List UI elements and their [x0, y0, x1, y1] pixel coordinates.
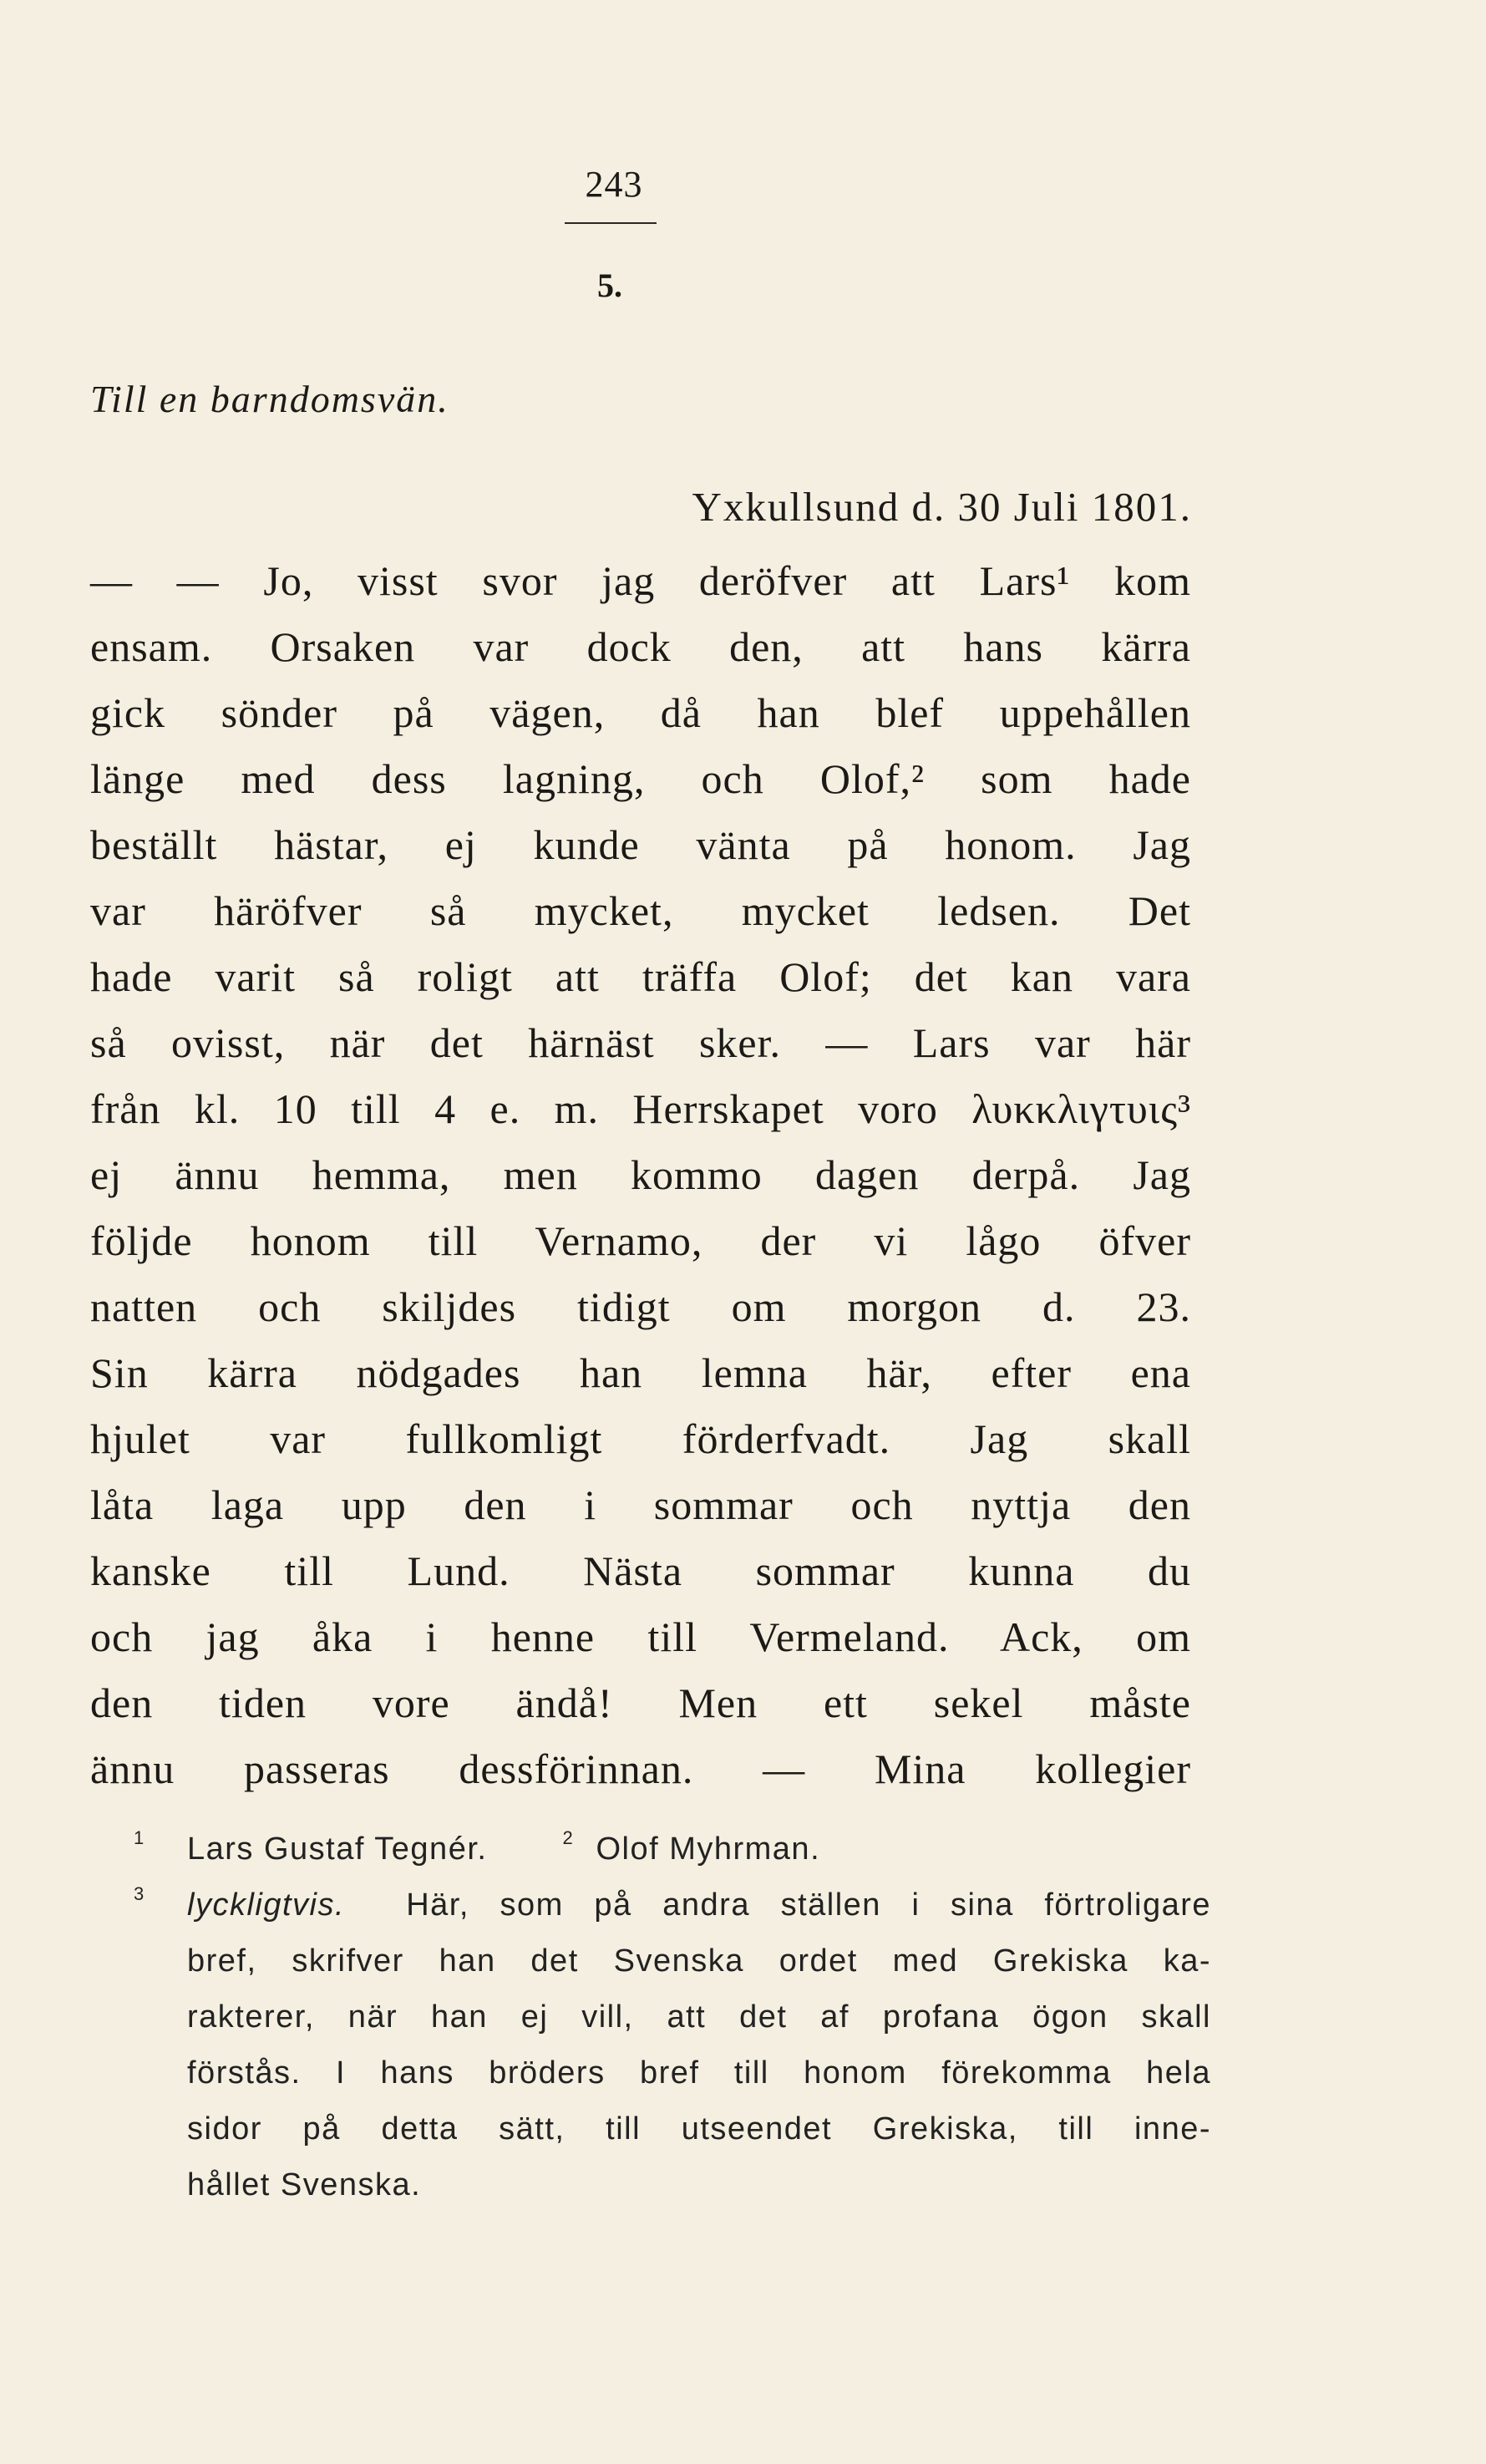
letter-dateline: Yxkullsund d. 30 Juli 1801. — [692, 484, 1192, 530]
letter-heading: Till en barndomsvän. — [90, 378, 449, 420]
letter-body — [90, 548, 1191, 1802]
body-line: följde honom till Vernamo, der vi lågo öfver — [90, 1217, 1191, 1264]
footnote-line: hållet Svenska. — [187, 2167, 422, 2202]
footnote-marker: 3 — [134, 1883, 145, 1904]
body-line: gick sönder på vägen, då han blef uppehållen — [90, 689, 1191, 736]
footnote-marker: 2 — [562, 1827, 575, 1848]
body-line: hade varit så roligt att träffa Olof; det kan vara — [90, 953, 1191, 1000]
body-line: — — Jo, visst svor jag deröfver att Lars¹ kom — [90, 557, 1191, 604]
footnote-text: Här, som på andra ställen i sina förtroligare — [406, 1887, 1211, 1923]
body-line: hjulet var fullkomligt förderfvadt. Jag skall — [90, 1415, 1191, 1462]
footnote-marker: 1 — [134, 1827, 145, 1848]
footnote-line: rakterer, när han ej vill, att det af profana ögon skall — [187, 1999, 1211, 2035]
body-line: låta laga upp den i sommar och nyttja den — [90, 1481, 1191, 1528]
footnote-1 — [134, 1821, 487, 1877]
page-number: 243 — [585, 164, 643, 205]
footnote-text: Olof Myhrman. — [596, 1831, 821, 1867]
footnote-2 — [562, 1821, 820, 1877]
body-line: från kl. 10 till 4 e. m. Herrskapet voro λυκκλιγτυις³ — [90, 1085, 1191, 1132]
body-line: så ovisst, när det härnäst sker. — Lars var här — [90, 1019, 1191, 1066]
footnote-line: sidor på detta sätt, till utseendet Grekiska, till inne- — [187, 2111, 1211, 2146]
body-line: ensam. Orsaken var dock den, att hans kärra — [90, 623, 1191, 670]
body-line: natten och skiljdes tidigt om morgon d. 23. — [90, 1283, 1191, 1330]
body-line: var häröfver så mycket, mycket ledsen. Det — [90, 887, 1191, 934]
footnote-line: bref, skrifver han det Svenska ordet med Grekiska ka- — [187, 1943, 1211, 1979]
page-number-rule — [565, 222, 657, 224]
body-line: och jag åka i henne till Vermeland. Ack, om — [90, 1613, 1191, 1660]
letter-number: 5. — [597, 267, 622, 304]
footnote-3-first-line — [134, 1877, 1211, 1933]
footnotes — [134, 1821, 1211, 2213]
body-line: Sin kärra nödgades han lemna här, efter ena — [90, 1349, 1191, 1396]
footnote-row-1-2 — [134, 1821, 1211, 1877]
footnote-text: Lars Gustaf Tegnér. — [187, 1831, 488, 1867]
body-line: länge med dess lagning, och Olof,² som hade — [90, 755, 1191, 802]
body-line: ännu passeras dessförinnan. — Mina kollegier — [90, 1745, 1191, 1792]
body-line: den tiden vore ändå! Men ett sekel måste — [90, 1679, 1191, 1726]
body-line: kanske till Lund. Nästa sommar kunna du — [90, 1547, 1191, 1594]
body-line: ej ännu hemma, men kommo dagen derpå. Jag — [90, 1151, 1191, 1198]
footnote-line: förstås. I hans bröders bref till honom förekomma hela — [187, 2055, 1211, 2091]
body-line: beställt hästar, ej kunde vänta på honom. Jag — [90, 821, 1191, 868]
footnote-3-first-text — [187, 1877, 1211, 1933]
footnote-term: lyckligtvis. — [187, 1887, 346, 1923]
